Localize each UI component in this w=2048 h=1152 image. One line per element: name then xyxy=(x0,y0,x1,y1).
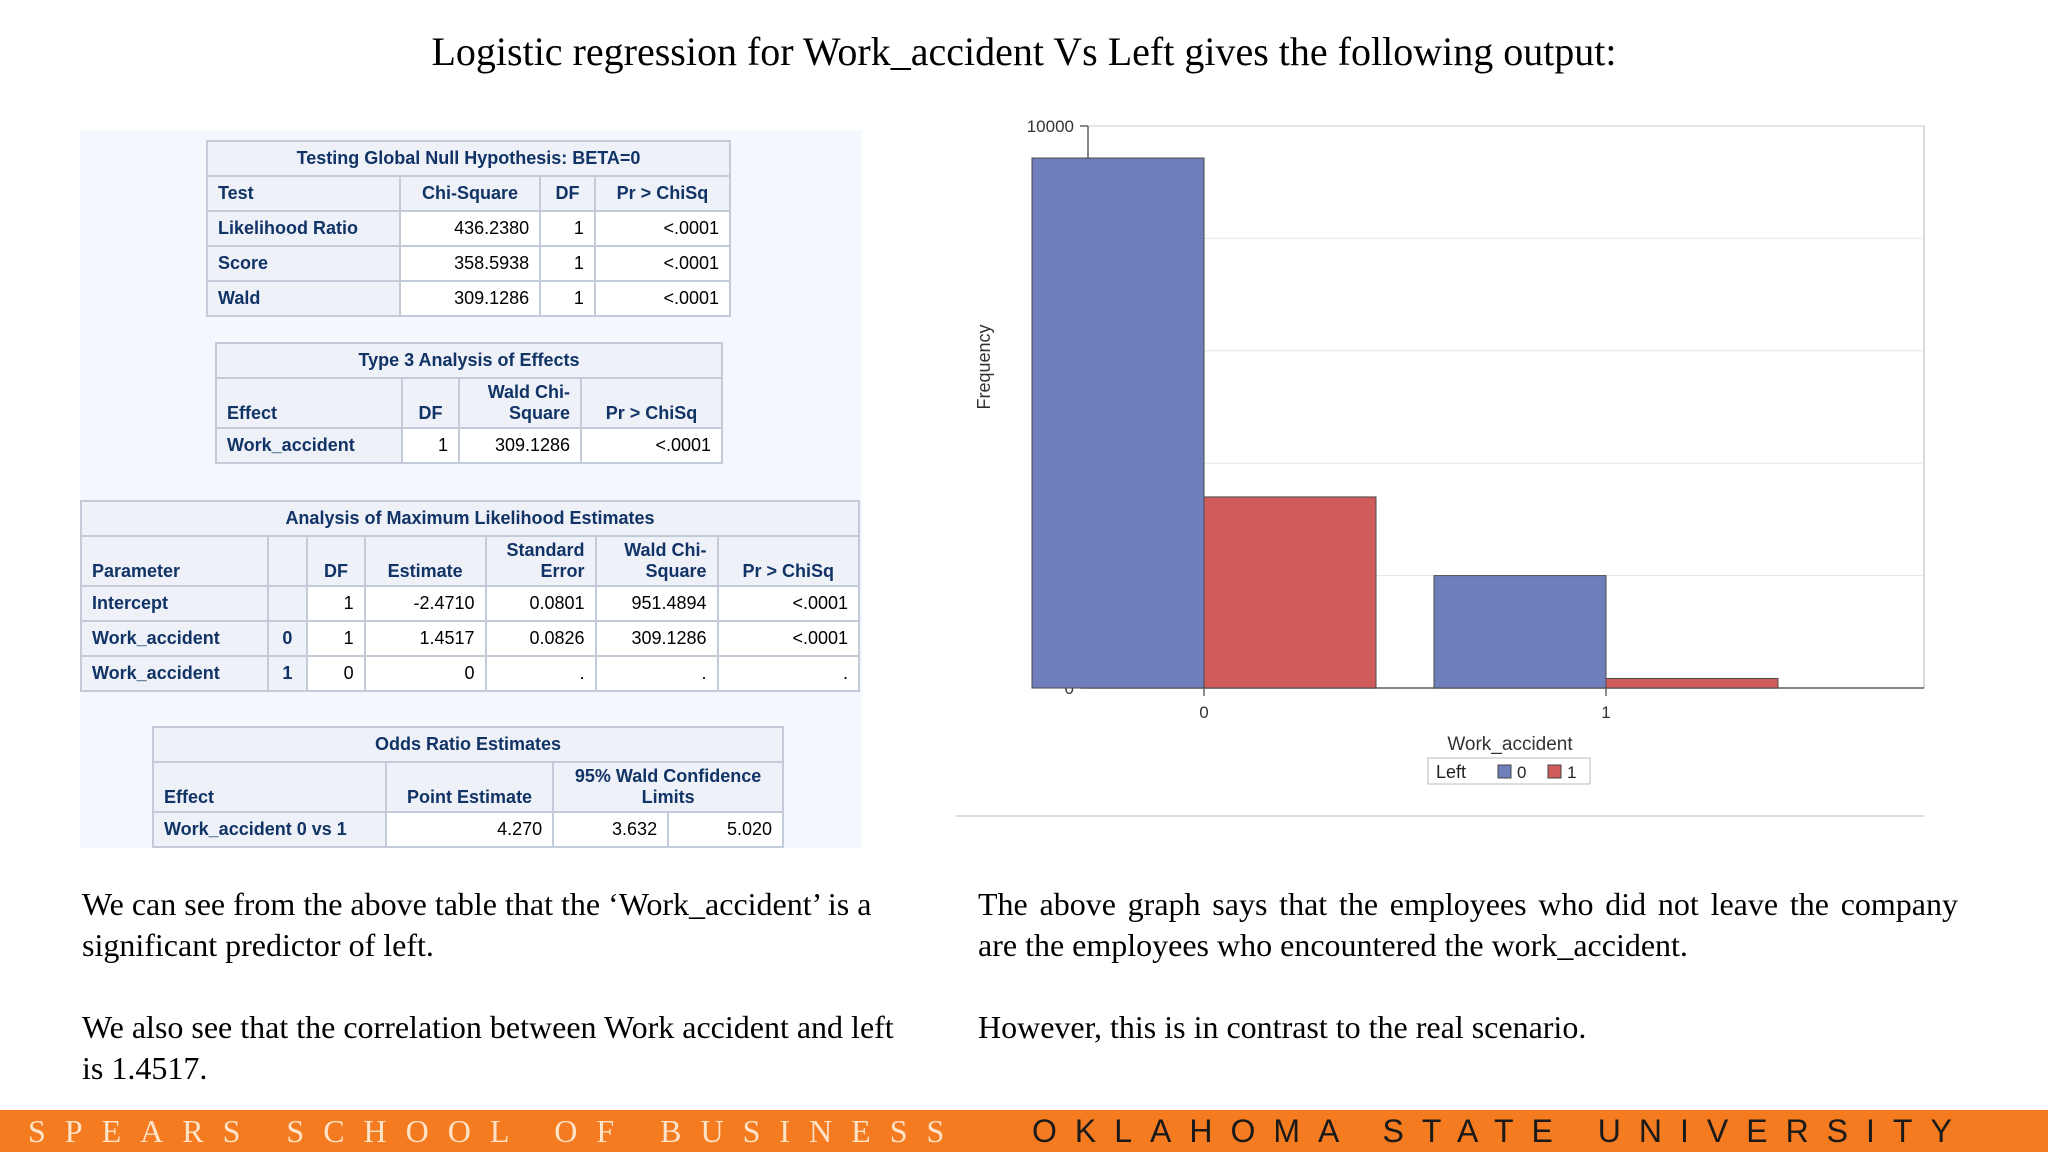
table-cell: 309.1286 xyxy=(459,428,581,463)
column-header: Pr > ChiSq xyxy=(595,176,730,211)
column-header: Effect xyxy=(153,762,386,812)
global-null-table xyxy=(206,140,731,317)
column-header: 95% Wald Confidence Limits xyxy=(553,762,783,812)
table-cell: 1 xyxy=(540,281,595,316)
column-header: Point Estimate xyxy=(386,762,553,812)
left-paragraph-1: We can see from the above table that the ‘Work_accident’ is a significant predictor of left. xyxy=(82,886,872,963)
odds-ratio-table xyxy=(152,726,784,848)
slide-title: Logistic regression for Work_accident Vs Left gives the following output: xyxy=(431,29,1617,74)
table-cell: 1 xyxy=(540,246,595,281)
table-cell: 0.0801 xyxy=(486,586,596,621)
column-header: Parameter xyxy=(81,536,268,586)
table-cell: 1 xyxy=(307,586,364,621)
column-header: Chi-Square xyxy=(400,176,540,211)
table-cell: 0 xyxy=(307,656,364,691)
row-label: Score xyxy=(207,246,400,281)
row-label: Likelihood Ratio xyxy=(207,211,400,246)
x-tick-label: 0 xyxy=(1199,703,1209,722)
table-cell: 309.1286 xyxy=(596,621,718,656)
row-label: Intercept xyxy=(81,586,268,621)
footer-school: SPEARS SCHOOL OF BUSINESS xyxy=(28,1113,964,1149)
table-cell: 0.0826 xyxy=(486,621,596,656)
column-header: DF xyxy=(402,378,459,428)
column-header: DF xyxy=(307,536,364,586)
column-header: Wald Chi-Square xyxy=(459,378,581,428)
column-header: Estimate xyxy=(365,536,486,586)
column-header: Pr > ChiSq xyxy=(581,378,722,428)
column-header: DF xyxy=(540,176,595,211)
row-label: Work_accident xyxy=(216,428,402,463)
sas-output-panel xyxy=(80,130,862,848)
table-cell: <.0001 xyxy=(595,211,730,246)
table-cell: 3.632 xyxy=(553,812,668,847)
row-label: Work_accident 0 vs 1 xyxy=(153,812,386,847)
table-cell: 1 xyxy=(402,428,459,463)
table-row xyxy=(81,656,859,691)
table-cell: <.0001 xyxy=(718,621,859,656)
table-cell: 1 xyxy=(307,621,364,656)
table-cell: <.0001 xyxy=(718,586,859,621)
legend-label-1: 1 xyxy=(1567,763,1577,782)
table-row xyxy=(216,428,722,463)
footer-banner xyxy=(0,1110,2048,1152)
table-caption: Odds Ratio Estimates xyxy=(152,726,784,761)
table-cell: 358.5938 xyxy=(400,246,540,281)
table-cell: 4.270 xyxy=(386,812,553,847)
row-label: Wald xyxy=(207,281,400,316)
right-paragraph-2: However, this is in contrast to the real scenario. xyxy=(978,1009,1587,1045)
frequency-bar-chart xyxy=(950,110,2048,850)
bar-0-left-0 xyxy=(1032,158,1204,688)
y-axis-label: Frequency xyxy=(974,324,994,410)
column-header: Test xyxy=(207,176,400,211)
table-cell: 5.020 xyxy=(668,812,783,847)
bar-1-left-1 xyxy=(1606,678,1778,688)
legend-swatch-0 xyxy=(1498,765,1511,778)
table-cell: . xyxy=(596,656,718,691)
table-cell: 309.1286 xyxy=(400,281,540,316)
row-label: Work_accident xyxy=(81,621,268,656)
y-tick-label: 10000 xyxy=(1026,117,1074,136)
bar-0-left-1 xyxy=(1204,497,1376,688)
row-level: 1 xyxy=(268,656,308,691)
row-level xyxy=(268,586,308,621)
table-row xyxy=(81,621,859,656)
table-cell: -2.4710 xyxy=(365,586,486,621)
table-cell: <.0001 xyxy=(595,281,730,316)
column-header: Effect xyxy=(216,378,402,428)
table-caption: Testing Global Null Hypothesis: BETA=0 xyxy=(206,140,731,175)
table-caption: Analysis of Maximum Likelihood Estimates xyxy=(80,500,860,535)
table-row xyxy=(153,812,783,847)
table-cell: 436.2380 xyxy=(400,211,540,246)
table-row xyxy=(81,586,859,621)
table-row xyxy=(207,246,730,281)
mle-table xyxy=(80,500,860,692)
table-cell: <.0001 xyxy=(595,246,730,281)
right-paragraph-1: The above graph says that the employees who did not leave the company are the employees who encountered the work_accident. xyxy=(978,886,1958,963)
column-header: Standard Error xyxy=(486,536,596,586)
column-header: Pr > ChiSq xyxy=(718,536,859,586)
table-cell: 0 xyxy=(365,656,486,691)
type3-table xyxy=(215,342,723,464)
table-cell: . xyxy=(718,656,859,691)
row-label: Work_accident xyxy=(81,656,268,691)
table-row xyxy=(207,281,730,316)
table-cell: 951.4894 xyxy=(596,586,718,621)
table-cell: 1 xyxy=(540,211,595,246)
table-cell: <.0001 xyxy=(581,428,722,463)
table-cell: . xyxy=(486,656,596,691)
legend-title: Left xyxy=(1436,762,1467,782)
x-tick-label: 1 xyxy=(1601,703,1611,722)
x-axis-label: Work_accident xyxy=(1447,734,1573,755)
footer-university: OKLAHOMA STATE UNIVERSITY xyxy=(1032,1113,1970,1149)
column-header: Wald Chi-Square xyxy=(596,536,718,586)
left-paragraph-2: We also see that the correlation between Work accident and left is 1.4517. xyxy=(82,1009,894,1086)
table-cell: 1.4517 xyxy=(365,621,486,656)
table-caption: Type 3 Analysis of Effects xyxy=(215,342,723,377)
column-header xyxy=(268,536,308,586)
row-level: 0 xyxy=(268,621,308,656)
table-row xyxy=(207,211,730,246)
legend-label-0: 0 xyxy=(1517,763,1527,782)
bar-1-left-0 xyxy=(1434,576,1606,688)
legend-swatch-1 xyxy=(1548,765,1561,778)
